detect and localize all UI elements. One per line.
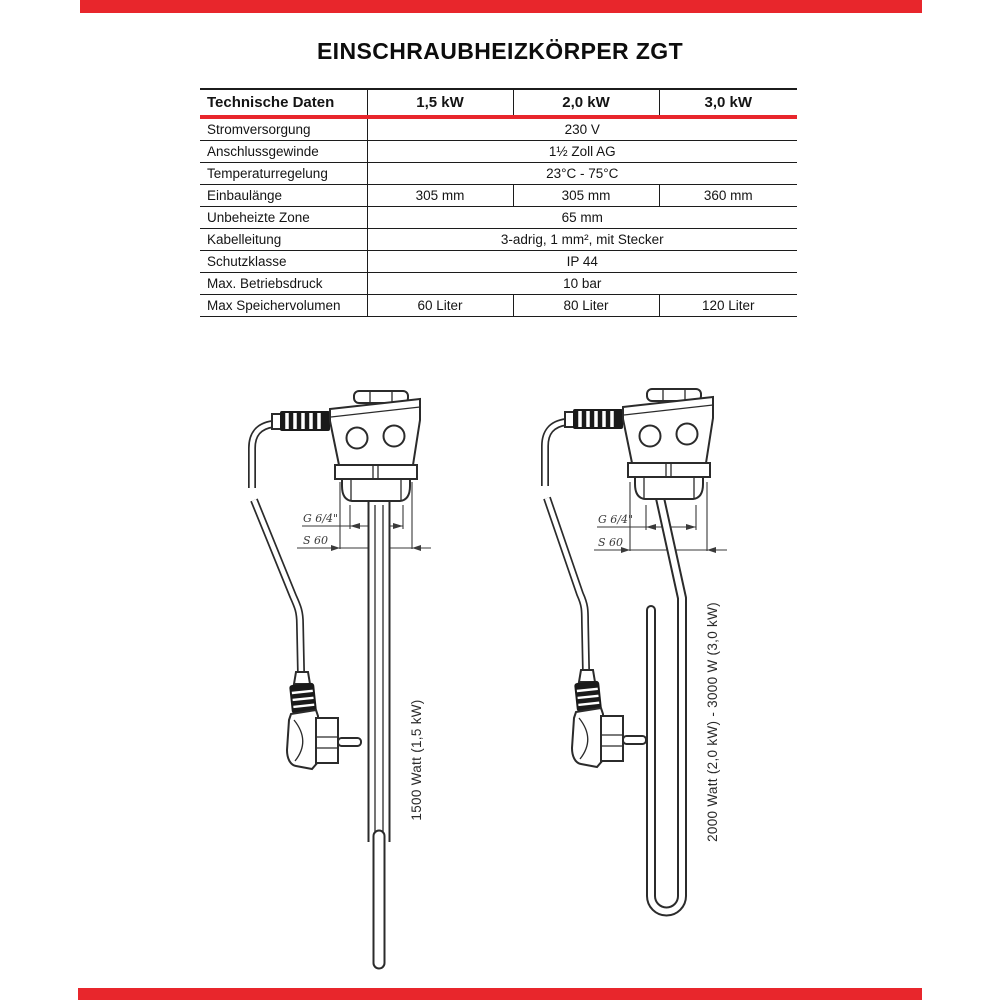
left-drawing	[252, 391, 431, 963]
table-header-label: Technische Daten	[200, 89, 367, 117]
wrench-dimension-label: S 60	[598, 536, 624, 549]
row-value: 305 mm	[513, 185, 659, 207]
row-label: Schutzklasse	[200, 251, 367, 273]
row-label: Temperaturregelung	[200, 163, 367, 185]
page-title: EINSCHRAUBHEIZKÖRPER ZGT	[316, 38, 684, 64]
row-label: Anschlussgewinde	[200, 141, 367, 163]
left-power-label: 1500 Watt (1,5 kW)	[409, 699, 424, 821]
wrench-dimension-label: S 60	[303, 534, 329, 547]
row-value: IP 44	[367, 251, 797, 273]
row-value: 65 mm	[367, 207, 797, 229]
row-label: Stromversorgung	[200, 117, 367, 141]
row-value: 3-adrig, 1 mm², mit Stecker	[367, 229, 797, 251]
row-value: 10 bar	[367, 273, 797, 295]
row-label: Max Speichervolumen	[200, 295, 367, 317]
schuko-plug-illustration	[287, 672, 361, 769]
column-header-1: 1,5 kW	[367, 89, 513, 117]
row-value: 120 Liter	[659, 295, 797, 317]
schuko-plug-illustration	[572, 670, 646, 767]
row-label: Kabelleitung	[200, 229, 367, 251]
row-value: 23°C - 75°C	[367, 163, 797, 185]
row-label: Einbaulänge	[200, 185, 367, 207]
heating-rod	[651, 498, 682, 912]
right-drawing	[545, 389, 727, 912]
thread-dimension-label: G 6/4"	[303, 512, 339, 525]
row-value: 360 mm	[659, 185, 797, 207]
column-header-2: 2,0 kW	[513, 89, 659, 117]
heating-rod	[375, 500, 383, 963]
thermostat-head-illustration	[565, 389, 713, 499]
row-value: 60 Liter	[367, 295, 513, 317]
row-value: 305 mm	[367, 185, 513, 207]
power-cable	[545, 422, 586, 670]
thread-dimension-label: G 6/4"	[598, 513, 634, 526]
row-value: 80 Liter	[513, 295, 659, 317]
power-cable	[252, 424, 301, 672]
right-power-label: 2000 Watt (2,0 kW) - 3000 W (3,0 kW)	[705, 602, 720, 842]
row-label: Unbeheizte Zone	[200, 207, 367, 229]
row-value: 1½ Zoll AG	[367, 141, 797, 163]
row-value: 230 V	[367, 117, 797, 141]
column-header-3: 3,0 kW	[659, 89, 797, 117]
row-label: Max. Betriebsdruck	[200, 273, 367, 295]
thermostat-head-illustration	[272, 391, 420, 501]
